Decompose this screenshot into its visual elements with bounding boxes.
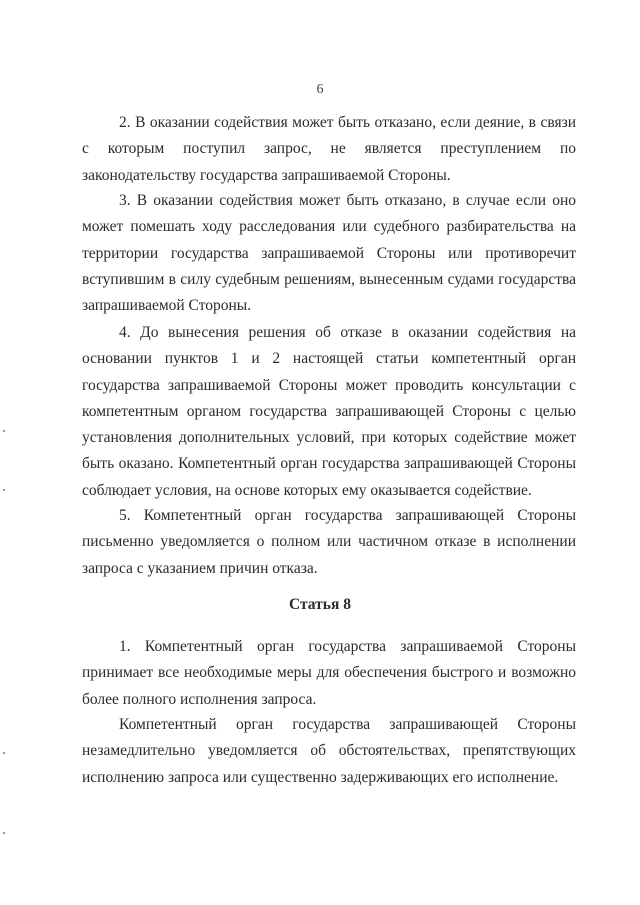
paragraph-5-text: 5. Компетентный орган государства запрашивающей Стороны письменно уведомляется о полном или частичном отказе в исполнении запроса с указанием причин отказа.: [82, 507, 576, 577]
paragraph-2-text: 2. В оказании содействия может быть отказано, если деяние, в связи с которым поступил запрос, не является преступлением по законодательству государства запрашиваемой Стороны.: [82, 114, 576, 184]
scan-speck: [3, 752, 5, 754]
paragraph-4-text: 4. До вынесения решения об отказе в оказании содействия на основании пунктов 1 и 2 настоящей статьи компетентный орган государства запрашиваемой Стороны может проводить консультации с компетентным органом государства запрашивающей Стороны с целью установления дополнительных условий, при которых содействие может быть оказано. Компетентный орган государства запрашивающей Стороны соблюдает условия, на основе которых ему оказывается содействие.: [82, 324, 576, 499]
paragraph-3: [82, 188, 576, 319]
paragraph-5: [82, 503, 576, 582]
article-8-paragraph-1: [82, 634, 576, 713]
scan-speck: [3, 489, 5, 491]
scan-speck: [3, 832, 5, 834]
article-8-paragraph-2: [82, 712, 576, 791]
paragraph-2: [82, 110, 576, 189]
article-8-paragraph-1-text: 1. Компетентный орган государства запрашиваемой Стороны принимает все необходимые меры для обеспечения быстрого и возможно более полного исполнения запроса.: [82, 638, 576, 708]
scan-speck: [3, 430, 5, 432]
paragraph-3-text: 3. В оказании содействия может быть отказано, в случае если оно может помешать ходу расследования или судебного разбирательства на территории государства запрашиваемой Стороны или противоречит вступившим в силу судебным решениям, вынесенным судами государства запрашиваемой Стороны.: [82, 192, 576, 315]
paragraph-4: [82, 320, 576, 504]
article-heading: Статья 8: [289, 596, 351, 613]
article-8-paragraph-2-text: Компетентный орган государства запрашивающей Стороны незамедлительно уведомляется об обстоятельствах, препятствующих исполнению запроса или существенно задерживающих его исполнение.: [82, 716, 576, 786]
page-number: 6: [316, 82, 324, 97]
